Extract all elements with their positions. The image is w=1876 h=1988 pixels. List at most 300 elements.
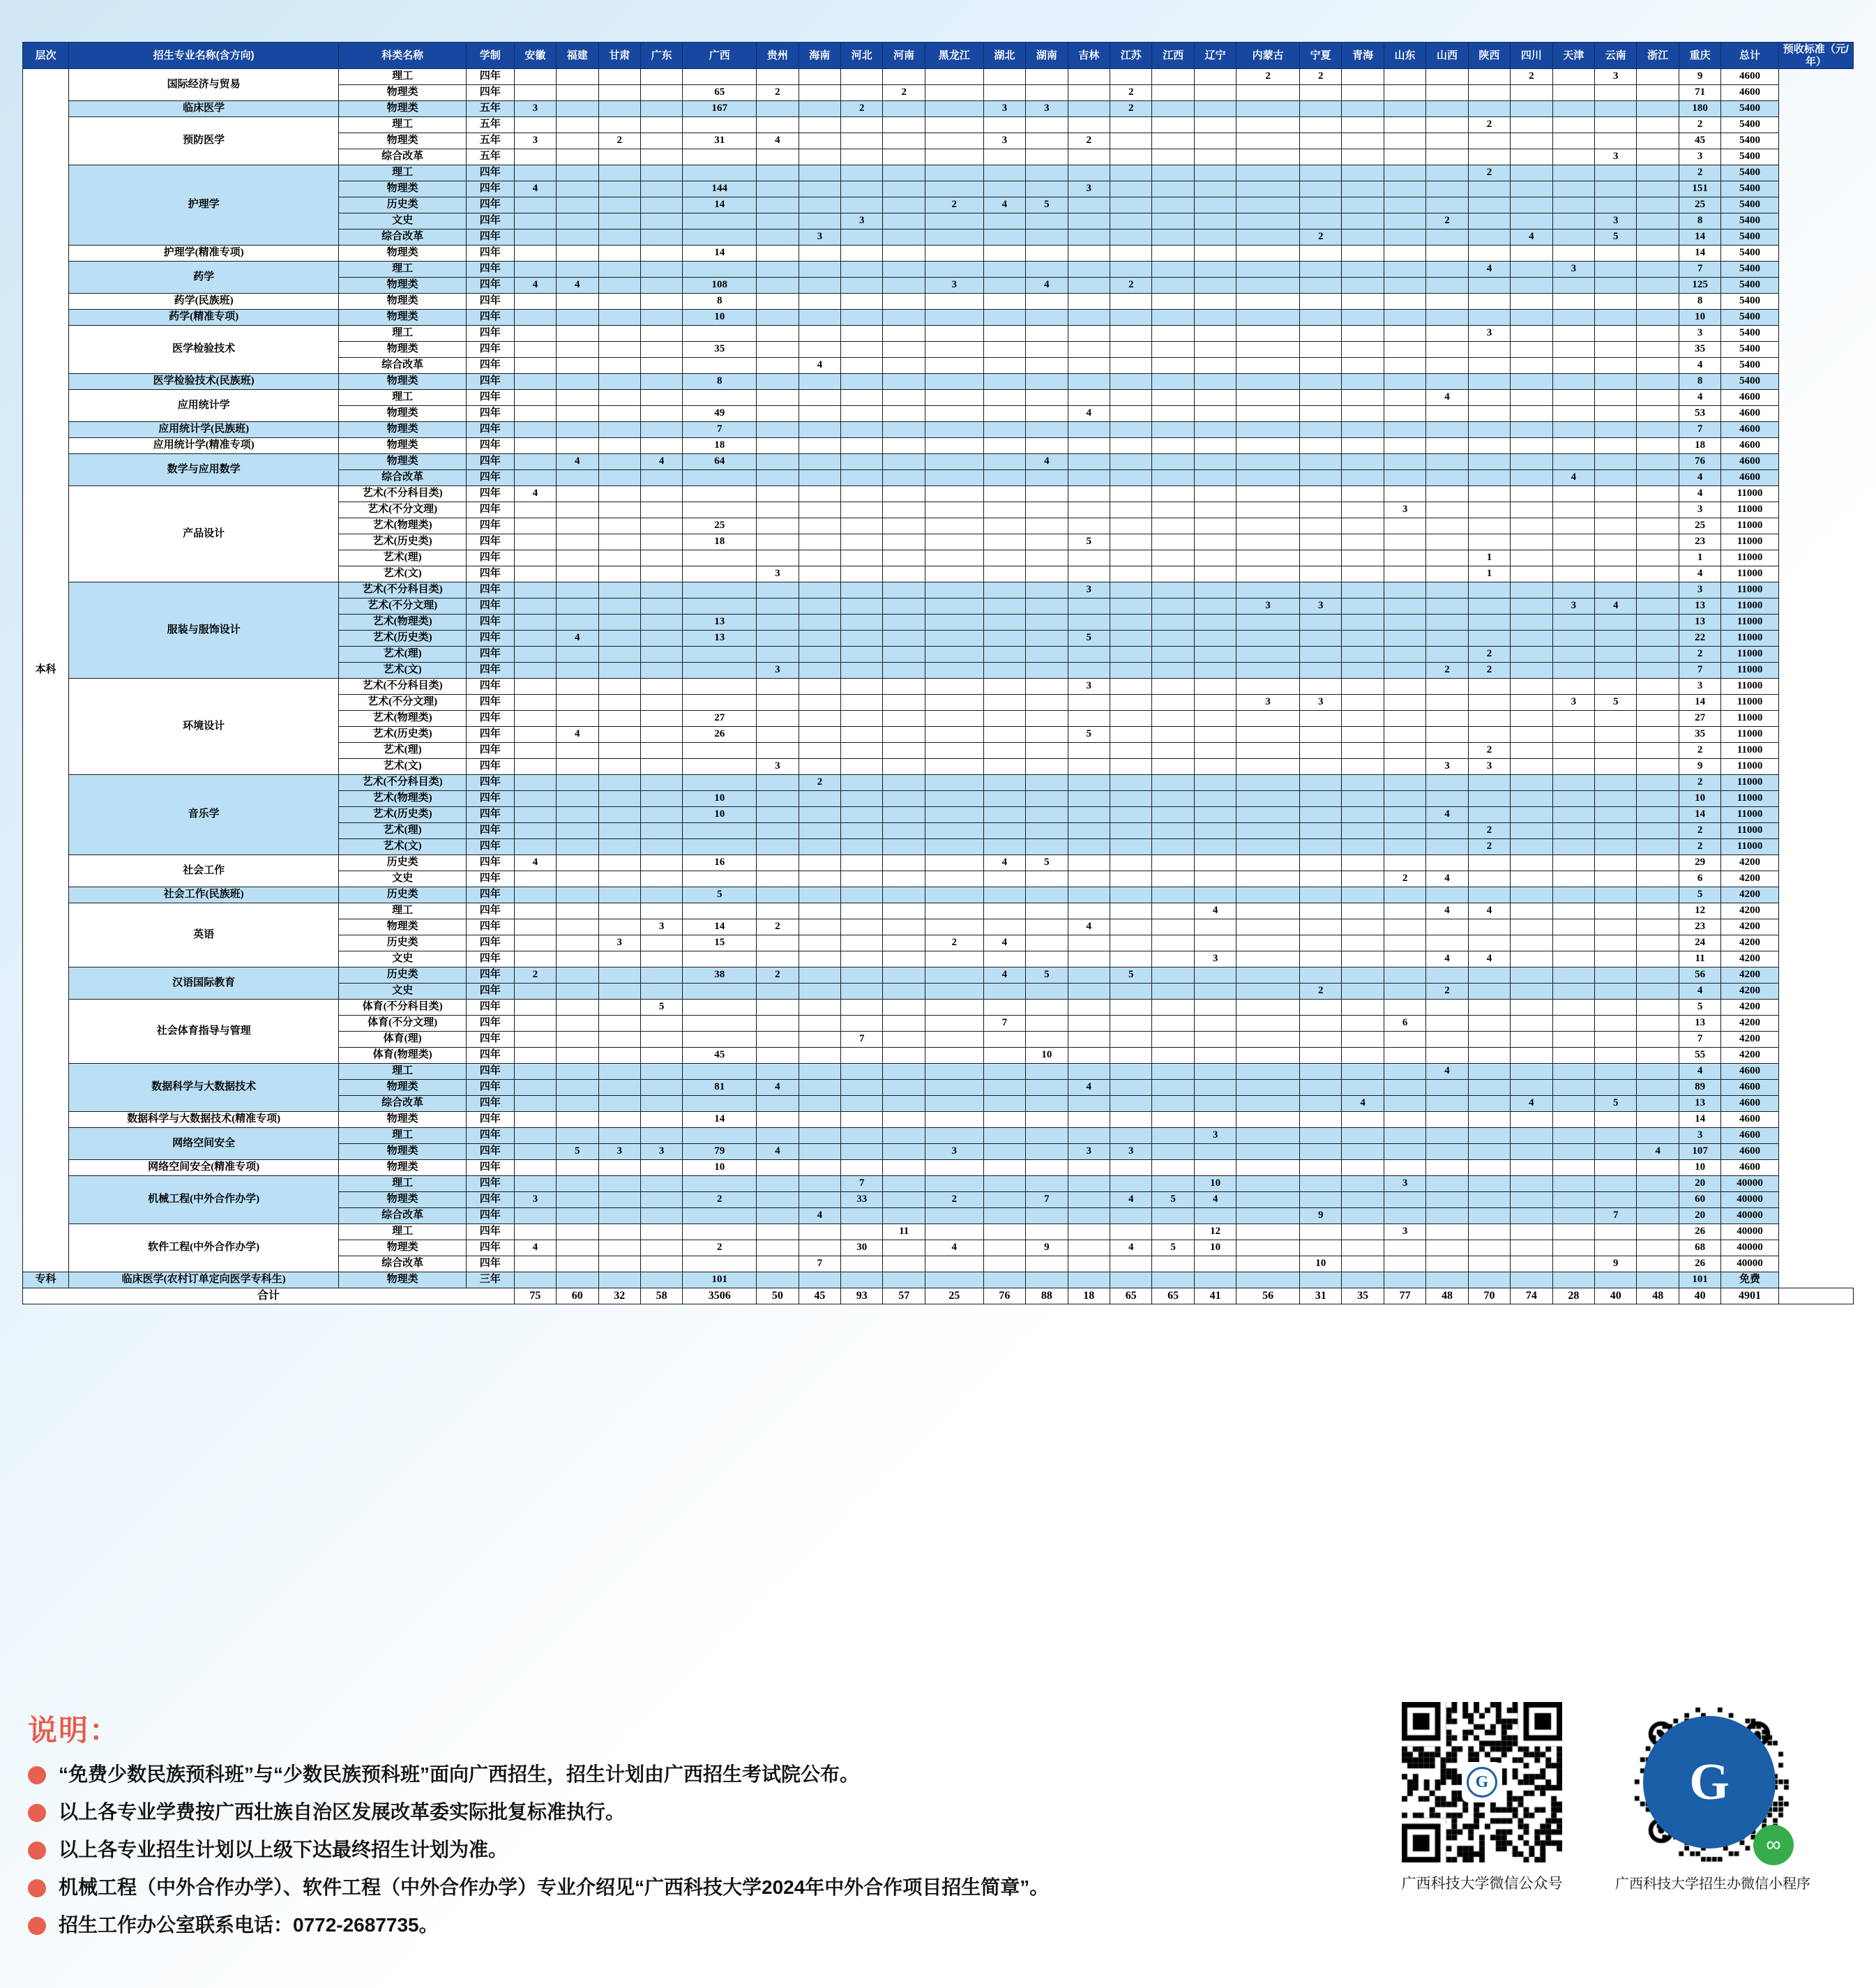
quota-cell	[1068, 342, 1110, 358]
quota-cell	[1468, 1160, 1510, 1176]
total-cell: 28	[1552, 1288, 1594, 1304]
quota-cell	[883, 374, 925, 390]
quota-cell	[1552, 1032, 1594, 1048]
quota-cell	[598, 855, 640, 871]
quota-cell	[1194, 165, 1236, 181]
row-total-cell: 4	[1679, 984, 1720, 1000]
quota-cell	[1152, 1272, 1194, 1288]
quota-cell	[1426, 1080, 1468, 1096]
quota-cell	[1194, 679, 1236, 695]
quota-cell	[1152, 518, 1194, 534]
quota-cell	[514, 262, 556, 278]
study-length-cell: 四年	[466, 855, 514, 871]
quota-cell: 2	[1468, 743, 1510, 759]
quota-cell	[841, 1016, 883, 1032]
quota-cell	[925, 663, 983, 679]
quota-cell	[757, 486, 799, 502]
quota-cell	[1552, 727, 1594, 743]
quota-cell	[925, 1272, 983, 1288]
fee-cell: 4600	[1721, 1128, 1778, 1144]
quota-cell	[1194, 133, 1236, 149]
col-header-1: 招生专业名称(含方向)	[68, 43, 338, 69]
quota-cell	[1152, 534, 1194, 550]
subject-category-cell: 理工	[339, 326, 467, 342]
study-length-cell: 四年	[466, 967, 514, 984]
quota-cell	[1468, 1256, 1510, 1272]
quota-cell	[1426, 823, 1468, 839]
quota-cell	[1468, 807, 1510, 823]
quota-cell	[1236, 759, 1300, 775]
subject-category-cell: 艺术(不分文理)	[339, 502, 467, 518]
quota-cell	[841, 1112, 883, 1128]
study-length-cell: 四年	[466, 695, 514, 711]
quota-cell	[514, 374, 556, 390]
quota-cell	[1236, 85, 1300, 101]
quota-cell	[514, 919, 556, 935]
study-length-cell: 四年	[466, 310, 514, 326]
quota-cell	[799, 839, 840, 855]
quota-cell	[757, 358, 799, 374]
quota-cell	[598, 502, 640, 518]
quota-cell	[1468, 1272, 1510, 1288]
quota-cell	[1468, 1192, 1510, 1208]
quota-cell	[1426, 1016, 1468, 1032]
quota-cell	[1194, 759, 1236, 775]
quota-cell	[1299, 711, 1341, 727]
quota-cell	[757, 1240, 799, 1256]
quota-cell	[683, 390, 757, 406]
fee-cell: 5400	[1721, 262, 1778, 278]
notes-section	[28, 1708, 1353, 1950]
quota-cell	[1426, 342, 1468, 358]
quota-cell	[1426, 582, 1468, 598]
quota-cell	[841, 775, 883, 791]
quota-cell	[1384, 470, 1425, 486]
quota-cell	[1026, 887, 1068, 903]
quota-cell	[1595, 743, 1637, 759]
quota-cell	[925, 390, 983, 406]
quota-cell	[1152, 197, 1194, 213]
quota-cell	[1110, 919, 1152, 935]
total-cell: 48	[1637, 1288, 1679, 1304]
quota-cell	[1552, 1096, 1594, 1112]
quota-cell	[1511, 647, 1552, 663]
quota-cell	[1299, 1048, 1341, 1064]
quota-cell	[883, 727, 925, 743]
quota-cell	[640, 631, 682, 647]
quota-cell	[1068, 390, 1110, 406]
quota-cell	[1068, 759, 1110, 775]
quota-cell	[925, 791, 983, 807]
quota-cell	[925, 262, 983, 278]
quota-cell: 13	[683, 631, 757, 647]
quota-cell	[1152, 743, 1194, 759]
subject-category-cell: 艺术(物理类)	[339, 518, 467, 534]
fee-cell: 11000	[1721, 502, 1778, 518]
fee-cell: 4200	[1721, 903, 1778, 919]
quota-cell	[799, 438, 840, 454]
quota-cell	[557, 165, 598, 181]
quota-cell: 81	[683, 1080, 757, 1096]
quota-cell: 5	[683, 887, 757, 903]
note-text: “免费少数民族预科班”与“少数民族预科班”面向广西招生，招生计划由广西招生考试院公布。	[59, 1763, 860, 1785]
quota-cell	[1152, 342, 1194, 358]
quota-cell	[1194, 342, 1236, 358]
quota-cell	[1511, 502, 1552, 518]
quota-cell	[841, 1080, 883, 1096]
total-cell: 58	[640, 1288, 682, 1304]
quota-cell	[1110, 69, 1152, 85]
quota-cell	[1110, 374, 1152, 390]
quota-cell	[883, 791, 925, 807]
quota-cell	[1637, 1160, 1679, 1176]
fee-cell: 40000	[1721, 1192, 1778, 1208]
quota-cell	[514, 1176, 556, 1192]
quota-cell	[557, 711, 598, 727]
subject-category-cell: 艺术(物理类)	[339, 791, 467, 807]
quota-cell	[841, 807, 883, 823]
quota-cell: 5	[1026, 197, 1068, 213]
quota-cell	[1110, 1112, 1152, 1128]
subject-category-cell: 艺术(物理类)	[339, 615, 467, 631]
fee-cell: 4600	[1721, 422, 1778, 438]
major-name-cell: 应用统计学(民族班)	[68, 422, 338, 438]
quota-cell	[841, 1144, 883, 1160]
total-cell: 65	[1110, 1288, 1152, 1304]
quota-cell	[1299, 615, 1341, 631]
study-length-cell: 四年	[466, 1096, 514, 1112]
qr-code-official-account[interactable]	[1402, 1702, 1562, 1862]
quota-cell	[983, 1096, 1025, 1112]
quota-cell: 2	[1426, 984, 1468, 1000]
quota-cell	[1194, 101, 1236, 117]
bullet-icon	[28, 1766, 46, 1784]
quota-cell	[557, 984, 598, 1000]
quota-cell	[1637, 197, 1679, 213]
quota-cell	[1299, 823, 1341, 839]
quota-cell	[1194, 85, 1236, 101]
bullet-icon	[28, 1879, 46, 1897]
quota-cell	[640, 1208, 682, 1224]
quota-cell	[1299, 342, 1341, 358]
quota-cell	[1384, 711, 1425, 727]
quota-cell	[514, 310, 556, 326]
quota-cell	[1194, 262, 1236, 278]
quota-cell	[757, 1064, 799, 1080]
quota-cell	[841, 566, 883, 582]
subject-category-cell: 物理类	[339, 1160, 467, 1176]
quota-cell	[1110, 486, 1152, 502]
quota-cell	[1637, 101, 1679, 117]
row-total-cell: 55	[1679, 1048, 1720, 1064]
quota-cell	[557, 294, 598, 310]
fee-cell: 11000	[1721, 598, 1778, 615]
quota-cell	[1426, 310, 1468, 326]
quota-cell	[1236, 919, 1300, 935]
quota-cell	[1026, 775, 1068, 791]
quota-cell	[514, 213, 556, 229]
quota-cell	[925, 181, 983, 197]
quota-cell	[841, 935, 883, 951]
quota-cell	[1552, 855, 1594, 871]
quota-cell	[1595, 984, 1637, 1000]
quota-cell	[883, 951, 925, 967]
study-length-cell: 四年	[466, 1032, 514, 1048]
quota-cell	[1068, 326, 1110, 342]
qr-code-mini-program[interactable]	[1629, 1702, 1790, 1862]
quota-cell	[925, 550, 983, 566]
quota-cell	[883, 1032, 925, 1048]
quota-cell: 4	[1468, 903, 1510, 919]
quota-cell	[841, 310, 883, 326]
quota-cell: 3	[1299, 598, 1341, 615]
row-total-cell: 11	[1679, 951, 1720, 967]
quota-cell	[925, 855, 983, 871]
quota-cell	[757, 197, 799, 213]
subject-category-cell: 艺术(历史类)	[339, 727, 467, 743]
fee-cell: 5400	[1721, 213, 1778, 229]
quota-cell	[1468, 422, 1510, 438]
quota-cell	[1595, 903, 1637, 919]
quota-cell	[1194, 454, 1236, 470]
quota-cell	[1110, 1208, 1152, 1224]
quota-cell	[1236, 647, 1300, 663]
quota-cell: 10	[683, 791, 757, 807]
quota-cell	[1026, 181, 1068, 197]
quota-cell	[683, 679, 757, 695]
quota-cell: 2	[757, 85, 799, 101]
quota-cell	[1152, 807, 1194, 823]
quota-cell	[1110, 165, 1152, 181]
quota-cell	[757, 1032, 799, 1048]
quota-cell	[1236, 1208, 1300, 1224]
quota-cell	[1194, 823, 1236, 839]
quota-cell	[1194, 310, 1236, 326]
quota-cell	[1511, 197, 1552, 213]
quota-cell	[1637, 229, 1679, 246]
quota-cell	[1342, 1192, 1384, 1208]
quota-cell	[841, 486, 883, 502]
quota-cell	[1426, 181, 1468, 197]
total-cell: 35	[1342, 1288, 1384, 1304]
quota-cell	[1595, 663, 1637, 679]
quota-cell	[1511, 582, 1552, 598]
table-header-row	[23, 43, 1854, 69]
quota-cell	[640, 679, 682, 695]
quota-cell	[1068, 262, 1110, 278]
quota-cell	[883, 438, 925, 454]
quota-cell	[799, 695, 840, 711]
quota-cell	[514, 117, 556, 133]
quota-cell	[883, 1080, 925, 1096]
quota-cell	[841, 791, 883, 807]
quota-cell	[1026, 390, 1068, 406]
quota-cell	[1552, 165, 1594, 181]
study-length-cell: 四年	[466, 566, 514, 582]
quota-cell	[683, 486, 757, 502]
quota-cell	[1026, 1032, 1068, 1048]
quota-cell	[1637, 663, 1679, 679]
row-total-cell: 1	[1679, 550, 1720, 566]
quota-cell: 4	[757, 1080, 799, 1096]
qr-caption-official: 广西科技大学微信公众号	[1401, 1876, 1563, 1892]
quota-cell	[514, 149, 556, 165]
quota-cell: 2	[683, 1240, 757, 1256]
quota-cell	[1511, 374, 1552, 390]
major-name-cell: 音乐学	[68, 775, 338, 855]
quota-cell: 9	[1026, 1240, 1068, 1256]
quota-cell	[1236, 1096, 1300, 1112]
quota-cell	[841, 229, 883, 246]
quota-cell	[1194, 871, 1236, 887]
quota-cell	[925, 1128, 983, 1144]
quota-cell	[1552, 743, 1594, 759]
quota-cell	[1637, 246, 1679, 262]
quota-cell	[757, 390, 799, 406]
quota-cell	[1384, 679, 1425, 695]
quota-cell	[883, 117, 925, 133]
quota-cell	[1595, 390, 1637, 406]
quota-cell	[1637, 262, 1679, 278]
fee-cell: 40000	[1721, 1176, 1778, 1192]
quota-cell	[883, 631, 925, 647]
quota-cell	[1384, 566, 1425, 582]
quota-cell	[1511, 101, 1552, 117]
quota-cell	[1068, 1096, 1110, 1112]
fee-cell: 11000	[1721, 775, 1778, 791]
quota-cell	[1511, 422, 1552, 438]
quota-cell	[514, 839, 556, 855]
quota-cell	[883, 101, 925, 117]
quota-cell	[1152, 903, 1194, 919]
quota-cell	[1552, 711, 1594, 727]
quota-cell	[757, 679, 799, 695]
quota-cell	[799, 406, 840, 422]
fee-cell: 5400	[1721, 229, 1778, 246]
row-total-cell: 4	[1679, 1064, 1720, 1080]
quota-cell	[1110, 229, 1152, 246]
row-total-cell: 2	[1679, 165, 1720, 181]
quota-cell: 3	[925, 278, 983, 294]
quota-cell	[1511, 967, 1552, 984]
quota-cell	[983, 518, 1025, 534]
quota-cell	[1384, 647, 1425, 663]
quota-cell	[1384, 663, 1425, 679]
quota-cell	[683, 1224, 757, 1240]
bullet-icon	[28, 1917, 46, 1935]
quota-cell	[1026, 919, 1068, 935]
quota-cell	[1426, 1192, 1468, 1208]
quota-cell: 7	[1026, 1192, 1068, 1208]
quota-cell: 4	[1511, 1096, 1552, 1112]
quota-cell	[799, 919, 840, 935]
quota-cell	[1511, 1144, 1552, 1160]
quota-cell	[1026, 807, 1068, 823]
quota-cell	[557, 422, 598, 438]
quota-cell	[1552, 871, 1594, 887]
quota-cell	[1511, 903, 1552, 919]
col-header-3: 学制	[466, 43, 514, 69]
quota-cell	[640, 903, 682, 919]
quota-cell	[640, 342, 682, 358]
quota-cell	[1236, 518, 1300, 534]
quota-cell	[983, 727, 1025, 743]
quota-cell	[1236, 117, 1300, 133]
quota-cell: 4	[1342, 1096, 1384, 1112]
quota-cell	[983, 1192, 1025, 1208]
subject-category-cell: 艺术(理)	[339, 550, 467, 566]
quota-cell	[1384, 631, 1425, 647]
quota-cell	[1110, 663, 1152, 679]
quota-cell	[1384, 213, 1425, 229]
quota-cell	[557, 470, 598, 486]
quota-cell	[1152, 1096, 1194, 1112]
quota-cell	[514, 775, 556, 791]
quota-cell	[1194, 807, 1236, 823]
table-row	[23, 438, 1854, 454]
quota-cell	[1194, 1064, 1236, 1080]
quota-cell	[1068, 229, 1110, 246]
university-seal-icon: G	[1643, 1716, 1776, 1848]
quota-cell	[983, 406, 1025, 422]
quota-cell	[557, 743, 598, 759]
quota-cell	[1110, 133, 1152, 149]
quota-cell	[757, 1112, 799, 1128]
subject-category-cell: 艺术(文)	[339, 663, 467, 679]
quota-cell	[1026, 85, 1068, 101]
quota-cell	[1152, 598, 1194, 615]
quota-cell	[925, 1016, 983, 1032]
quota-cell	[1152, 1128, 1194, 1144]
fee-cell: 5400	[1721, 133, 1778, 149]
quota-cell	[1026, 438, 1068, 454]
quota-cell	[757, 1096, 799, 1112]
quota-cell	[514, 903, 556, 919]
quota-cell	[557, 374, 598, 390]
quota-cell	[1110, 213, 1152, 229]
quota-cell	[1511, 919, 1552, 935]
study-length-cell: 四年	[466, 246, 514, 262]
quota-cell	[1384, 951, 1425, 967]
quota-cell	[1110, 1080, 1152, 1096]
col-header-19: 辽宁	[1194, 43, 1236, 69]
quota-cell	[1236, 262, 1300, 278]
quota-cell	[598, 615, 640, 631]
quota-cell	[1595, 278, 1637, 294]
quota-cell	[757, 246, 799, 262]
quota-cell	[925, 310, 983, 326]
quota-cell	[983, 278, 1025, 294]
study-length-cell: 四年	[466, 454, 514, 470]
quota-cell	[1468, 197, 1510, 213]
quota-cell	[683, 582, 757, 598]
quota-cell	[1026, 502, 1068, 518]
quota-cell	[514, 550, 556, 566]
study-length-cell: 四年	[466, 775, 514, 791]
quota-cell	[983, 294, 1025, 310]
subject-category-cell: 物理类	[339, 422, 467, 438]
quota-cell: 3	[1236, 598, 1300, 615]
quota-cell	[1236, 1224, 1300, 1240]
quota-cell	[1637, 1112, 1679, 1128]
quota-cell	[1236, 1240, 1300, 1256]
quota-cell	[1026, 1224, 1068, 1240]
quota-cell	[1511, 85, 1552, 101]
quota-cell	[1194, 502, 1236, 518]
quota-cell	[983, 1048, 1025, 1064]
fee-cell: 4600	[1721, 470, 1778, 486]
quota-cell	[640, 855, 682, 871]
